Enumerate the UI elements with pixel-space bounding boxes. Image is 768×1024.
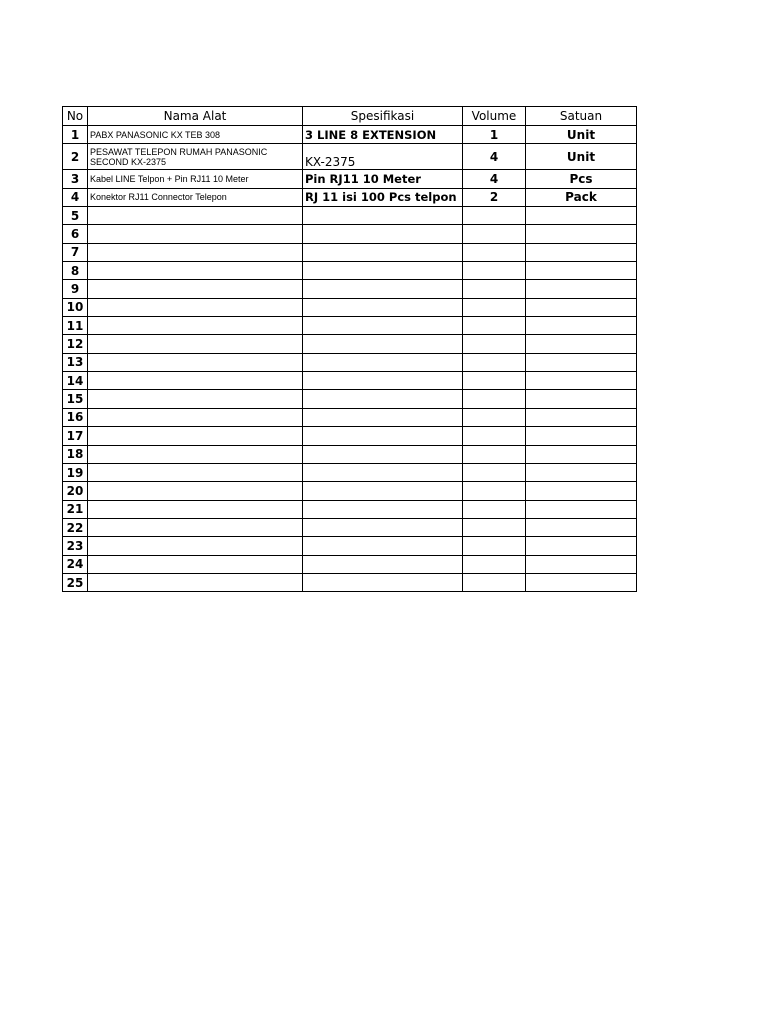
table-row-empty [63,317,637,335]
cell-volume [463,427,526,445]
cell-no: 1 [63,126,88,144]
cell-satuan [526,537,637,555]
table-row-empty [63,372,637,390]
table-row [63,126,637,144]
cell-nama-alat [88,537,303,555]
cell-volume: 4 [463,144,526,170]
cell-satuan [526,555,637,573]
cell-no: 22 [63,518,88,536]
cell-no: 9 [63,280,88,298]
header-spesifikasi: Spesifikasi [303,107,463,126]
cell-no: 24 [63,555,88,573]
cell-nama-alat [88,408,303,426]
cell-satuan [526,390,637,408]
cell-spesifikasi [303,262,463,280]
cell-spesifikasi [303,445,463,463]
cell-spesifikasi [303,335,463,353]
cell-satuan: Unit [526,126,637,144]
cell-volume [463,298,526,316]
cell-spesifikasi: Pin RJ11 10 Meter [303,170,463,188]
cell-nama-alat [88,372,303,390]
table-row-empty [63,445,637,463]
cell-volume [463,262,526,280]
cell-no: 12 [63,335,88,353]
cell-nama-alat [88,463,303,481]
cell-satuan [526,317,637,335]
cell-volume [463,207,526,225]
table-row-empty [63,408,637,426]
cell-satuan [526,372,637,390]
cell-no: 23 [63,537,88,555]
cell-satuan: Pack [526,188,637,206]
cell-no: 19 [63,463,88,481]
cell-spesifikasi [303,225,463,243]
cell-nama-alat: PABX PANASONIC KX TEB 308 [88,126,303,144]
cell-nama-alat [88,518,303,536]
cell-satuan [526,482,637,500]
table-row-empty [63,298,637,316]
cell-satuan: Pcs [526,170,637,188]
cell-volume [463,482,526,500]
cell-no: 18 [63,445,88,463]
cell-volume [463,317,526,335]
equipment-sheet [62,106,637,592]
cell-volume [463,335,526,353]
cell-no: 20 [63,482,88,500]
cell-satuan [526,408,637,426]
cell-satuan [526,518,637,536]
cell-satuan [526,427,637,445]
cell-volume [463,555,526,573]
cell-nama-alat [88,482,303,500]
cell-nama-alat: Kabel LINE Telpon + Pin RJ11 10 Meter [88,170,303,188]
cell-satuan [526,280,637,298]
table-row-empty [63,500,637,518]
table-row-empty [63,225,637,243]
cell-spesifikasi [303,573,463,591]
cell-spesifikasi [303,353,463,371]
cell-volume: 1 [463,126,526,144]
cell-nama-alat [88,225,303,243]
cell-satuan [526,353,637,371]
cell-satuan: Unit [526,144,637,170]
header-row [63,107,637,126]
table-row-empty [63,427,637,445]
cell-no: 4 [63,188,88,206]
cell-nama-alat [88,280,303,298]
cell-satuan [526,573,637,591]
cell-no: 6 [63,225,88,243]
cell-no: 3 [63,170,88,188]
cell-spesifikasi [303,482,463,500]
cell-volume [463,518,526,536]
table-row-empty [63,463,637,481]
header-satuan: Satuan [526,107,637,126]
cell-nama-alat [88,555,303,573]
cell-spesifikasi [303,243,463,261]
table-row-empty [63,518,637,536]
cell-spesifikasi [303,280,463,298]
cell-nama-alat [88,573,303,591]
cell-satuan [526,445,637,463]
cell-no: 16 [63,408,88,426]
cell-spesifikasi [303,317,463,335]
cell-spesifikasi [303,408,463,426]
cell-no: 17 [63,427,88,445]
cell-volume [463,390,526,408]
cell-spesifikasi: KX-2375 [303,144,463,170]
cell-spesifikasi [303,555,463,573]
cell-satuan [526,463,637,481]
cell-spesifikasi [303,518,463,536]
cell-spesifikasi [303,537,463,555]
cell-spesifikasi [303,500,463,518]
cell-no: 25 [63,573,88,591]
cell-nama-alat [88,298,303,316]
cell-volume [463,353,526,371]
cell-volume [463,243,526,261]
cell-no: 13 [63,353,88,371]
cell-nama-alat [88,427,303,445]
cell-satuan [526,262,637,280]
cell-satuan [526,243,637,261]
table-row-empty [63,482,637,500]
cell-spesifikasi: 3 LINE 8 EXTENSION [303,126,463,144]
cell-no: 2 [63,144,88,170]
cell-volume: 2 [463,188,526,206]
equipment-table [62,106,637,592]
cell-volume [463,372,526,390]
cell-satuan [526,207,637,225]
table-row-empty [63,207,637,225]
cell-volume [463,463,526,481]
cell-nama-alat [88,243,303,261]
cell-nama-alat [88,445,303,463]
cell-nama-alat [88,335,303,353]
cell-nama-alat [88,317,303,335]
table-row-empty [63,262,637,280]
header-volume: Volume [463,107,526,126]
header-nama-alat: Nama Alat [88,107,303,126]
cell-volume: 4 [463,170,526,188]
cell-volume [463,537,526,555]
table-row [63,170,637,188]
table-row [63,188,637,206]
cell-nama-alat: Konektor RJ11 Connector Telepon [88,188,303,206]
table-row-empty [63,335,637,353]
cell-satuan [526,335,637,353]
cell-no: 14 [63,372,88,390]
cell-volume [463,225,526,243]
cell-spesifikasi [303,427,463,445]
cell-spesifikasi: RJ 11 isi 100 Pcs telpon [303,188,463,206]
cell-volume [463,408,526,426]
table-row-empty [63,353,637,371]
cell-volume [463,280,526,298]
table-row-empty [63,573,637,591]
table-row-empty [63,280,637,298]
cell-no: 15 [63,390,88,408]
cell-satuan [526,225,637,243]
cell-no: 10 [63,298,88,316]
cell-nama-alat [88,262,303,280]
cell-no: 7 [63,243,88,261]
cell-spesifikasi [303,390,463,408]
header-no: No [63,107,88,126]
cell-spesifikasi [303,207,463,225]
cell-spesifikasi [303,463,463,481]
table-row-empty [63,390,637,408]
table-row-empty [63,243,637,261]
cell-spesifikasi [303,298,463,316]
cell-nama-alat [88,353,303,371]
cell-nama-alat [88,500,303,518]
cell-nama-alat: PESAWAT TELEPON RUMAH PANASONIC SECOND KX-2375 [88,144,303,170]
cell-no: 11 [63,317,88,335]
cell-no: 5 [63,207,88,225]
cell-volume [463,573,526,591]
cell-volume [463,500,526,518]
cell-satuan [526,298,637,316]
cell-no: 8 [63,262,88,280]
table-row-empty [63,537,637,555]
cell-volume [463,445,526,463]
cell-satuan [526,500,637,518]
cell-nama-alat [88,390,303,408]
table-row-empty [63,555,637,573]
cell-nama-alat [88,207,303,225]
cell-spesifikasi [303,372,463,390]
table-row [63,144,637,170]
cell-no: 21 [63,500,88,518]
